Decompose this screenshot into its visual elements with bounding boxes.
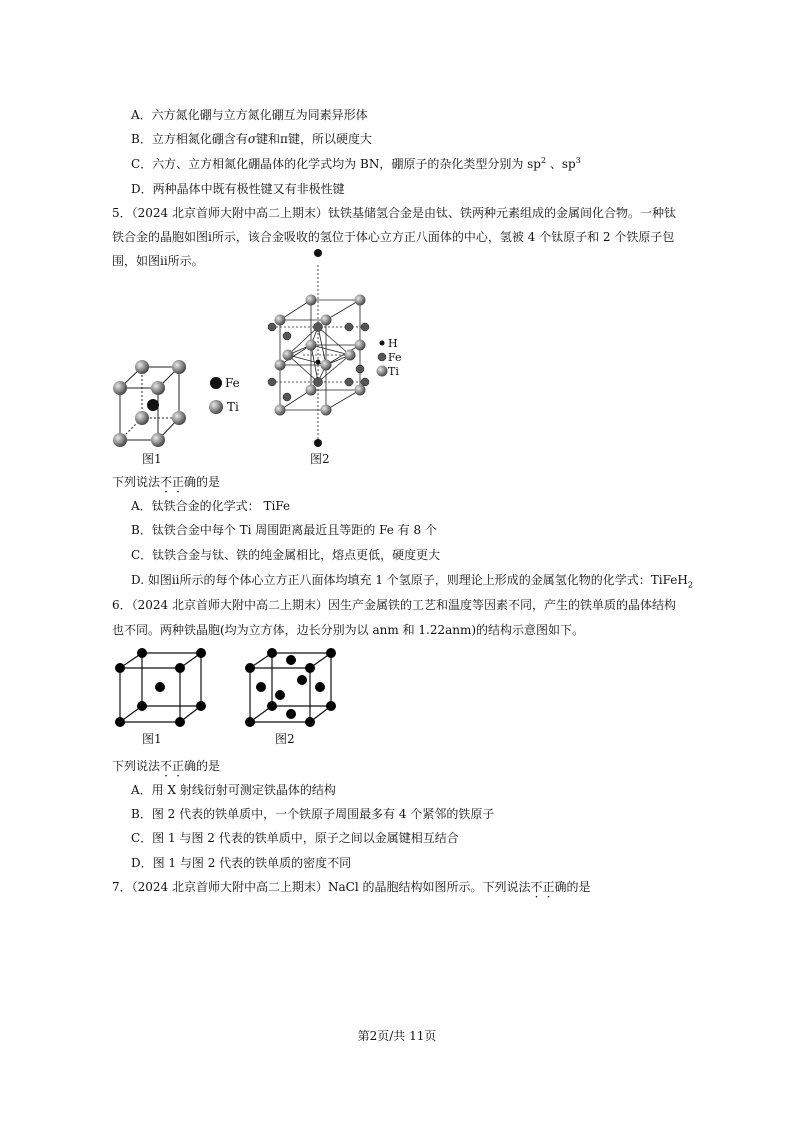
q5-fig2-caption: 图2 [310,452,330,466]
q5-figure-2 [265,245,405,450]
legend2-h-label: H [388,337,398,350]
fe-atom [175,663,185,673]
fe-atom [326,701,336,711]
q4-b-post: 键，所以硬度大 [287,132,372,146]
fe-atom [345,323,353,331]
fe-atom [345,378,353,386]
emphasis-char: 不 [530,880,543,894]
q5-stem-post: 确的是 [184,475,221,489]
fe-atom [361,378,369,386]
ti-atom [306,295,317,306]
fe-atom [137,701,147,711]
ti-atom [275,405,286,416]
fe-atom [115,717,125,727]
ti-atom [306,340,317,351]
ti-atom [151,381,165,395]
fe-atom [256,682,266,692]
legend-h-atom [380,341,385,346]
sigma-symbol: σ [247,132,257,146]
q5-option-c: C．钛铁合金与钛、铁的纯金属相比，熔点更低，硬度更大 [131,548,441,562]
fe-atom [267,648,277,658]
q4-c-sup1: 2 [540,156,547,165]
q4-c-pre: C．六方、立方相氮化硼晶体的化学式均为 BN，硼原子的杂化类型分别为 sp [131,157,541,171]
fe-atom [314,323,323,332]
q5-option-d [131,572,693,588]
ti-atom [355,340,366,351]
ti-atom [172,411,186,425]
ti-atom [113,381,127,395]
h-atom [316,360,321,365]
fe-atom [286,655,296,665]
fe-atom [175,717,185,727]
pi-symbol: π [280,132,288,146]
ti-atom [321,405,332,416]
fe-atom [147,399,159,411]
fe-atom [196,648,206,658]
q6-figure-1 [112,646,212,728]
q6-stem-post: 确的是 [184,759,221,773]
ti-atom [355,385,366,396]
q5-fig1-caption: 图1 [142,452,162,466]
fe-atom [267,701,277,711]
emphasis-char: 不 [160,475,173,489]
q4-option-a: A．六方氮化硼与立方氮化硼互为同素异形体 [131,108,368,122]
page-footer: 第2页/共 11页 [357,1029,437,1043]
q6-stem-line1: 6．（2024 北京首师大附中高二上期末）因生产金属铁的工艺和温度等因素不同，产生的铁单质的晶体结构 [112,598,676,612]
ti-atom [275,360,286,371]
emphasis-char: 正 [172,759,185,773]
emphasis-char: 不 [160,759,173,773]
fe-atom [196,701,206,711]
fe-atom [356,365,364,373]
q5-stem-line2: 铁合金的晶胞如图i所示，该合金吸收的氢位于体心立方正八面体的中心，氢被 4 个钛原子和 2 个铁原子包 [112,230,675,244]
q5-option-b: B．钛铁合金中每个 Ti 周围距离最近且等距的 Fe 有 8 个 [131,523,437,537]
q4-option-b [131,131,372,147]
fe-atom [305,717,315,727]
q5-stem-pre: 下列说法 [112,475,161,489]
q5-d-sub: 2 [687,580,693,590]
fe-atom [315,682,325,692]
legend2-fe-label: Fe [388,351,402,364]
legend-fe-atom [210,377,222,389]
emphasis-char: 正 [542,880,555,894]
fe-atom [361,323,369,331]
q4-b-mid: 键和 [256,132,281,146]
q5-stem-line3: 围，如图ii所示。 [112,254,204,268]
q6-option-c: C．图 1 与图 2 代表的铁单质中，原子之间以金属键相互结合 [131,831,459,845]
legend-fe-atom [378,353,386,361]
fe-atom [283,393,291,401]
fe-atom [155,682,165,692]
fe-atom [268,378,276,386]
q6-option-d: D．图 1 与图 2 代表的铁单质的密度不同 [131,856,352,870]
q7-stem-pre: 7．（2024 北京首师大附中高二上期末）NaCl 的晶胞结构如图所示。下列说法 [112,880,531,894]
q7-stem-post: 确的是 [554,880,591,894]
fe-atom [305,663,315,673]
legend-ti-atom [377,366,388,377]
q5-option-a: A．钛铁合金的化学式： TiFe [131,499,291,513]
q6-fig1-caption: 图1 [142,732,162,746]
fe-atom [297,675,307,685]
q4-c-sup2: 3 [575,156,581,165]
q6-stem-line2: 也不同。两种铁晶胞(均为立方体，边长分别为以 anm 和 1.22anm)的结构示意图如下。 [112,623,585,637]
ti-atom [321,360,332,371]
ti-atom [283,350,294,361]
legend-ti-atom [209,400,223,414]
q6-stem-pre: 下列说法 [112,759,161,773]
ti-atom [355,295,366,306]
ti-atom [135,411,149,425]
q7-stem [112,879,591,895]
fe-atom [245,663,255,673]
q6-option-b: B．图 2 代表的铁单质中，一个铁原子周围最多有 4 个紧邻的铁原子 [131,807,495,821]
q6-figure-2 [242,646,342,728]
q5-d-text: D. 如图ii所示的每个体心立方正八面体均填充 1 个氢原子，则理论上形成的金属氢化物的化学式：TiFeH [131,573,688,587]
fe-atom [115,663,125,673]
ti-atom [275,315,286,326]
ti-atom [151,433,165,447]
fe-atom [286,709,296,719]
ti-atom [306,385,317,396]
q5-question-stem [112,474,220,490]
ti-atom [135,360,149,374]
legend-fe-label: Fe [225,376,240,390]
ti-atom [321,315,332,326]
ti-atom [113,433,127,447]
ti-atom [172,360,186,374]
fe-atom [326,648,336,658]
q5-stem-line1: 5．（2024 北京首师大附中高二上期末）钛铁基储氢合金是由钛、铁两种元素组成的金属间化合物。一种钛 [112,206,676,220]
q4-option-c [131,156,581,172]
fe-atom [268,323,276,331]
q4-b-pre: B．立方相氮化硼含有 [131,132,248,146]
fe-atom [245,717,255,727]
fe-atom [314,378,323,387]
h-atom [314,249,322,257]
q6-question-stem [112,758,220,774]
q6-fig2-caption: 图2 [275,732,295,746]
h-atom [314,439,322,447]
legend-ti-label: Ti [227,400,239,414]
emphasis-char: 正 [172,475,185,489]
fe-atom [283,332,291,340]
fe-atom [137,648,147,658]
legend2-ti-label: Ti [388,365,399,378]
q4-option-d: D．两种晶体中既有极性键又有非极性键 [131,182,345,196]
q6-option-a: A．用 X 射线衍射可测定铁晶体的结构 [131,783,336,797]
ti-atom [345,350,356,361]
fe-atom [275,690,285,700]
q4-c-mid: 、sp [546,157,576,171]
